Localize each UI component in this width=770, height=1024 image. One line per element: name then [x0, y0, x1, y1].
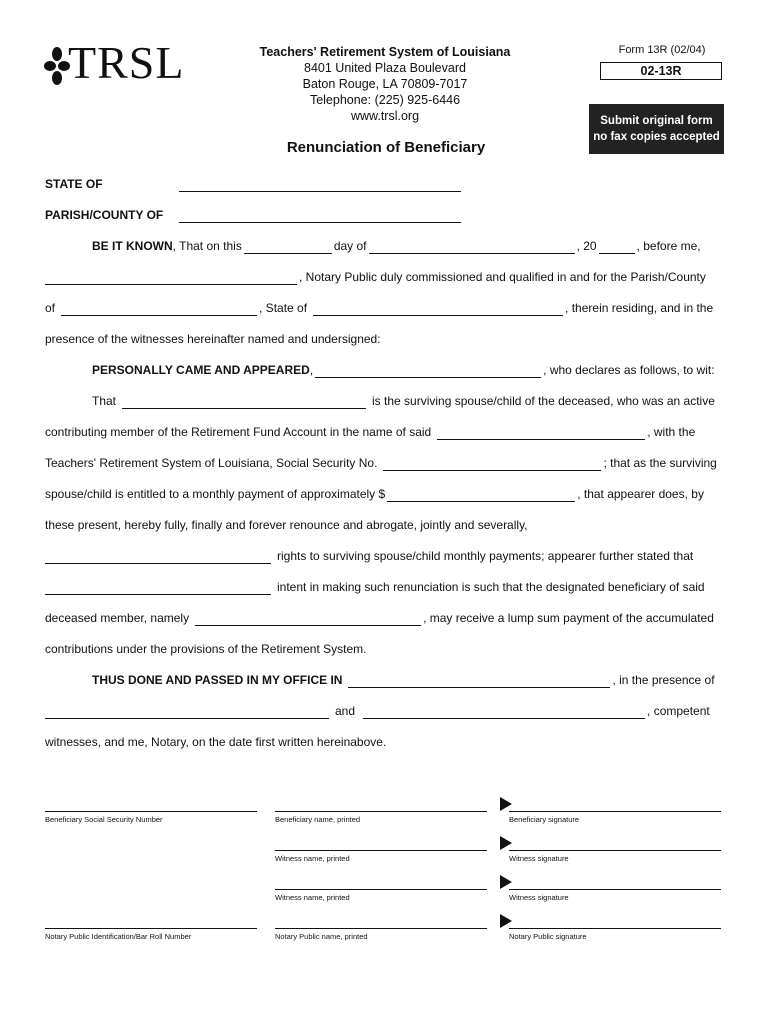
text: contributing member of the Retirement Fund Account in the name of said — [45, 425, 432, 439]
beneficiary-signature-label: Beneficiary signature — [509, 815, 580, 824]
line-12 — [45, 579, 725, 595]
line-14 — [45, 641, 725, 657]
line-10 — [45, 517, 725, 533]
parish-row — [45, 207, 725, 223]
text: , therein residing, and in the — [565, 301, 714, 315]
witness-1-name-line[interactable] — [275, 850, 487, 851]
address-line-1: 8401 United Plaza Boulevard — [304, 61, 466, 75]
line-3 — [45, 300, 725, 316]
line-9 — [45, 486, 725, 502]
state-row — [45, 176, 725, 192]
witness-2-signature-label: Witness signature — [509, 893, 569, 902]
line-4 — [45, 331, 725, 347]
text: contributions under the provisions of the Retirement System. — [45, 642, 367, 656]
state-label: STATE OF — [45, 177, 103, 191]
text: , with the — [647, 425, 696, 439]
text: and — [335, 704, 356, 718]
state-field-2[interactable] — [313, 303, 563, 316]
logo-text: TRSL — [68, 37, 185, 88]
sign-here-arrow-icon — [500, 914, 512, 928]
notary-signature-line[interactable] — [509, 928, 721, 929]
phone: Telephone: (225) 925-6446 — [309, 93, 461, 107]
line-2 — [45, 269, 725, 285]
line-16 — [45, 703, 725, 719]
state-field[interactable] — [179, 179, 461, 192]
text: presence of the witnesses hereinafter named and undersigned: — [45, 332, 381, 346]
witness-2-name-label: Witness name, printed — [275, 893, 350, 902]
line-5 — [92, 362, 725, 378]
member-name-field[interactable] — [437, 427, 645, 440]
spouse-child-field[interactable] — [122, 396, 366, 409]
payment-amount-field[interactable] — [387, 489, 575, 502]
line-6 — [92, 393, 725, 409]
text: , Notary Public duly commissioned and qualified in and for the Parish/County — [299, 270, 706, 284]
witness-1-field[interactable] — [45, 706, 329, 719]
line-11 — [45, 548, 725, 564]
trsl-logo — [44, 37, 204, 90]
submit-notice — [589, 104, 724, 154]
year-field[interactable] — [599, 241, 635, 254]
notary-name-label: Notary Public name, printed — [275, 932, 368, 941]
text: intent in making such renunciation is such that the designated beneficiary of said — [277, 580, 705, 594]
submit-line-1: Submit original form — [600, 115, 713, 127]
be-it-known: BE IT KNOWN — [92, 239, 173, 253]
line-17 — [45, 734, 725, 750]
notary-id-label: Notary Public Identification/Bar Roll Number — [45, 932, 192, 941]
text: , that appearer does, by — [577, 487, 704, 501]
line-1 — [92, 238, 725, 254]
header-address — [255, 44, 515, 124]
leaf-icon — [44, 46, 70, 86]
witness-2-name-line[interactable] — [275, 889, 487, 890]
sign-here-arrow-icon — [500, 875, 512, 889]
text: , competent — [647, 704, 710, 718]
text: of — [45, 301, 56, 315]
text: , — [309, 363, 314, 377]
text: ; that as the surviving — [603, 456, 717, 470]
text: , 20 — [576, 239, 597, 253]
submit-line-2: no fax copies accepted — [593, 131, 720, 143]
website: www.trsl.org — [350, 109, 420, 123]
thus-done: THUS DONE AND PASSED IN MY OFFICE IN — [92, 673, 343, 687]
his-her-field-2[interactable] — [45, 582, 271, 595]
witness-2-field[interactable] — [363, 706, 645, 719]
form-id-box: 02-13R — [600, 62, 722, 80]
text: spouse/child is entitled to a monthly payment of approximately $ — [45, 487, 386, 501]
day-field[interactable] — [244, 241, 332, 254]
text: these present, hereby fully, finally and forever renounce and abrogate, jointly and severally, — [45, 518, 528, 532]
month-field[interactable] — [369, 241, 575, 254]
beneficiary-name-line[interactable] — [275, 811, 487, 812]
beneficiary-name-label: Beneficiary name, printed — [275, 815, 361, 824]
beneficiary-ssn-label: Beneficiary Social Security Number — [45, 815, 163, 824]
text: , in the presence of — [612, 673, 715, 687]
beneficiary-signature-line[interactable] — [509, 811, 721, 812]
witness-1-signature-label: Witness signature — [509, 854, 569, 863]
ssn-field[interactable] — [383, 458, 601, 471]
text: , who declares as follows, to wit: — [543, 363, 715, 377]
appearer-field[interactable] — [315, 365, 541, 378]
form-number: Form 13R (02/04) — [618, 44, 706, 56]
text: deceased member, namely — [45, 611, 190, 625]
notary-id-line[interactable] — [45, 928, 257, 929]
notary-signature-label: Notary Public signature — [509, 932, 587, 941]
sign-here-arrow-icon — [500, 836, 512, 850]
text: Teachers' Retirement System of Louisiana, Social Security No. — [45, 456, 378, 470]
personally-appeared: PERSONALLY CAME AND APPEARED — [92, 363, 310, 377]
address-line-2: Baton Rouge, LA 70809-7017 — [302, 77, 468, 91]
notary-name-field[interactable] — [45, 272, 297, 285]
beneficiary-ssn-line[interactable] — [45, 811, 257, 812]
parish-county-field[interactable] — [61, 303, 257, 316]
text: , State of — [259, 301, 308, 315]
his-her-field-1[interactable] — [45, 551, 271, 564]
text: witnesses, and me, Notary, on the date first written hereinabove. — [45, 735, 387, 749]
parish-field[interactable] — [179, 210, 461, 223]
witness-1-signature-line[interactable] — [509, 850, 721, 851]
line-7 — [45, 424, 725, 440]
witness-2-signature-line[interactable] — [509, 889, 721, 890]
line-13 — [45, 610, 725, 626]
sign-here-arrow-icon — [500, 797, 512, 811]
text: , may receive a lump sum payment of the accumulated — [423, 611, 714, 625]
witness-1-name-label: Witness name, printed — [275, 854, 350, 863]
parish-label: PARISH/COUNTY OF — [45, 208, 164, 222]
office-location-field[interactable] — [348, 675, 610, 688]
org-name: Teachers' Retirement System of Louisiana — [259, 45, 511, 59]
text: rights to surviving spouse/child monthly payments; appearer further stated that — [277, 549, 694, 563]
notary-name-line[interactable] — [275, 928, 487, 929]
text: , before me, — [636, 239, 701, 253]
designated-beneficiary-field[interactable] — [195, 613, 421, 626]
line-8 — [45, 455, 725, 471]
page-title: Renunciation of Beneficiary — [286, 139, 486, 156]
line-15 — [92, 672, 725, 688]
text: is the surviving spouse/child of the deceased, who was an active — [372, 394, 715, 408]
text: day of — [333, 239, 367, 253]
text: , That on this — [172, 239, 242, 253]
text: That — [92, 394, 117, 408]
